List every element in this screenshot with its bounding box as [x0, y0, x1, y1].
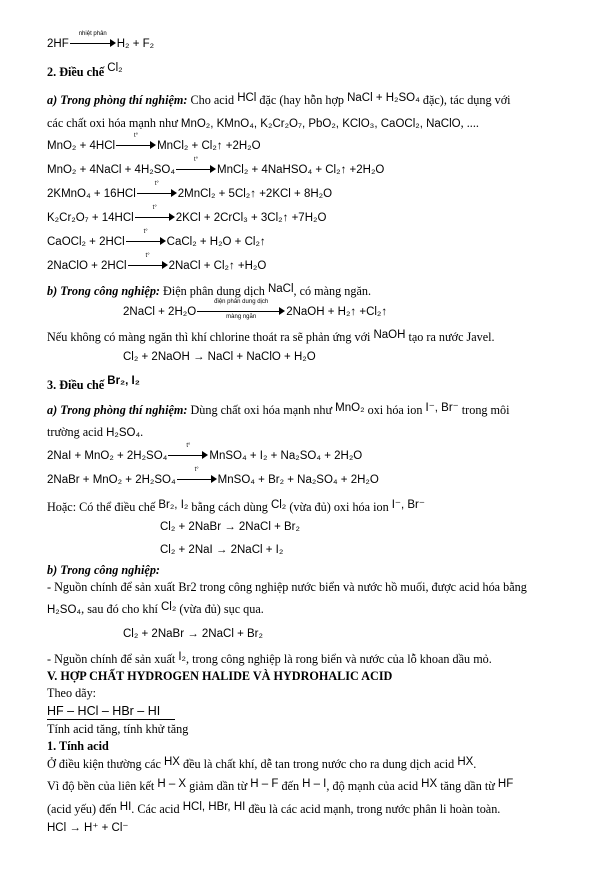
formula: HF [497, 778, 514, 790]
divider [47, 719, 175, 720]
formula: Br₂, I₂ [158, 499, 189, 511]
text: (vừa đủ) oxi hóa ion [286, 500, 389, 514]
paragraph-bromine-source: - Nguồn chính để sản xuất Br2 trong công nghiệp nước biển và nước hồ muối, được acid hóa bằng [47, 580, 527, 594]
arrow-icon [137, 181, 177, 198]
text: trường acid [47, 425, 104, 439]
text: đặc (hay hỗn hợp [256, 93, 345, 107]
text: Nếu không có màng ngăn thì khí chlorine thoát ra sẽ phản ứng với [47, 330, 371, 344]
condition: t° [193, 157, 199, 163]
formula-list: MnO₂, KMnO₄, K₂Cr₂O₇, PbO₂, KClO₃, CaOCl₂, NaClO [180, 118, 461, 130]
formula: NaCl [267, 283, 294, 295]
condition: t° [145, 253, 150, 259]
formula: H – X [157, 778, 187, 790]
products: 2MnCl₂ + 5Cl₂↑ +2KCl + 8H₂O [177, 188, 333, 200]
formula: I⁻, Br⁻ [391, 499, 425, 511]
subheading-tinh-acid: 1. Tính acid [47, 739, 109, 753]
paragraph-alternative [47, 500, 425, 516]
text: . Các acid [131, 802, 180, 816]
condition-below: màng ngăn [226, 314, 257, 320]
text: oxi hóa ion [364, 403, 423, 417]
arrow-icon [116, 133, 156, 150]
text: đến [278, 779, 300, 793]
reactants: 2NaClO + 2HCl [47, 260, 127, 272]
heading-formula: Cl₂ [107, 62, 123, 74]
text: giảm dần từ [186, 779, 248, 793]
products: CaCl₂ + H₂O + Cl₂↑ [166, 236, 266, 248]
formula: Cl₂ [270, 499, 287, 511]
arrow-icon [177, 467, 217, 484]
label-theo-day: Theo dãy: [47, 686, 97, 700]
text: . [140, 425, 144, 439]
text: , độ mạnh của acid [326, 779, 419, 793]
formula: H – F [250, 778, 279, 790]
condition: t° [194, 467, 199, 473]
formula: H₂SO₄ [47, 604, 82, 616]
condition: t° [154, 181, 159, 187]
reactants: 2NaI + MnO₂ + 2H₂SO₄ [47, 450, 168, 462]
paragraph-lab-br2 [47, 403, 510, 419]
reaction-8 [47, 467, 379, 488]
reactants: K₂Cr₂O₇ + 14HCl [47, 212, 134, 224]
condition: điện phân dung dịch [214, 299, 269, 305]
text: , có màng ngăn. [293, 284, 372, 298]
reaction-4 [47, 205, 327, 226]
text: (vừa đủ) sục qua. [176, 602, 264, 616]
reaction-5 [47, 229, 266, 250]
products: 2KCl + 2CrCl₃ + 3Cl₂↑ +7H₂O [175, 212, 327, 224]
products: 2NaCl + Cl₂↑ +H₂O [168, 260, 267, 272]
paragraph-lab-cl2 [47, 93, 511, 109]
reaction-2 [47, 157, 385, 178]
paragraph-bromine-process [47, 602, 264, 618]
reaction-cl2-nai: Cl₂ + 2NaI → 2NaCl + I₂ [160, 544, 284, 556]
formula: NaCl + H₂SO₄ [347, 92, 420, 104]
products: MnSO₄ + I₂ + Na₂SO₄ + 2H₂O [209, 450, 363, 462]
formula-list: HCl, HBr, HI [182, 801, 246, 813]
formula: HX [421, 778, 438, 790]
text: Điện phân dung dịch [159, 284, 265, 298]
reaction-hcl-dissociation: HCl → H⁺ + Cl⁻ [47, 822, 129, 834]
reaction-7 [47, 443, 363, 464]
text: trong môi [458, 403, 510, 417]
reaction-3 [47, 181, 333, 202]
heading-dieu-che-cl2 [47, 62, 123, 81]
subheading: a) Trong phòng thí nghiệm: [47, 93, 188, 107]
condition: t° [143, 229, 148, 235]
heading-text: 2. Điều chế [47, 65, 105, 79]
arrow-icon [126, 229, 166, 246]
condition: nhiệt phân [78, 31, 107, 37]
condition: t° [134, 133, 139, 139]
formula: H₂SO₄ [106, 427, 141, 439]
text: bằng cách dùng [188, 500, 268, 514]
reaction-1 [47, 133, 261, 154]
text: Cho acid [187, 93, 235, 107]
heading-dieu-che-br2-i2 [47, 375, 140, 394]
reactants: MnO₂ + 4HCl [47, 140, 116, 152]
reaction-javel: Cl₂ + 2NaOH → NaCl + NaClO + H₂O [123, 351, 316, 363]
paragraph-oxidants [47, 116, 479, 132]
products: 2NaOH + H₂↑ +Cl₂↑ [286, 306, 388, 318]
text: Dùng chất oxi hóa mạnh như [187, 403, 333, 417]
paragraph-strong-acids [47, 802, 500, 818]
reaction-hf-decomposition [47, 31, 155, 52]
text: đều là các acid mạnh, trong nước phân li hoàn toàn. [245, 802, 501, 816]
arrow-icon [128, 253, 168, 270]
reaction-6 [47, 253, 267, 274]
reactant: 2HF [47, 38, 69, 50]
reaction-electrolysis [123, 299, 388, 320]
formula: H – I [302, 778, 327, 790]
halide-series: HF – HCl – HBr – HI [47, 704, 161, 718]
paragraph-iodine-source [47, 652, 492, 668]
formula: MnO₂ [335, 402, 365, 414]
reaction-cl2-nabr: Cl₂ + 2NaBr → 2NaCl + Br₂ [160, 521, 300, 533]
reactants: 2NaBr + MnO₂ + 2H₂SO₄ [47, 474, 176, 486]
text: , .... [460, 116, 479, 130]
text: . [473, 757, 477, 771]
text: Hoặc: Có thể điều chế [47, 500, 156, 514]
subheading: a) Trong phòng thí nghiệm: [47, 403, 188, 417]
product: H₂ + F₂ [116, 38, 155, 50]
text: tạo ra nước Javel. [405, 330, 495, 344]
heading-text: 3. Điều chế [47, 378, 105, 392]
reactants: CaOCl₂ + 2HCl [47, 236, 125, 248]
text: tăng dần từ [437, 779, 495, 793]
products: MnCl₂ + 4NaHSO₄ + Cl₂↑ +2H₂O [217, 164, 385, 176]
text: Vì độ bền của liên kết [47, 779, 155, 793]
reactants: 2NaCl + 2H₂O [123, 306, 197, 318]
paragraph-hx-gases [47, 757, 476, 773]
arrow-icon [70, 31, 116, 48]
text: các chất oxi hóa mạnh như [47, 116, 178, 130]
arrow-icon [197, 299, 285, 320]
formula: I₂ [178, 651, 186, 663]
formula: HX [457, 756, 474, 768]
text: đều là chất khí, dễ tan trong nước cho ra dung dịch acid [179, 757, 455, 771]
formula: HCl [237, 92, 257, 104]
text: (acid yếu) đến [47, 802, 117, 816]
paragraph-bond-strength [47, 779, 513, 795]
subheading: b) Trong công nghiệp: [47, 284, 160, 298]
text: đặc), tác dụng với [419, 93, 511, 107]
condition: t° [152, 205, 157, 211]
paragraph-industry-cl2 [47, 284, 371, 300]
reaction-industry-br2: Cl₂ + 2NaBr → 2NaCl + Br₂ [123, 628, 263, 640]
formula: HI [119, 801, 132, 813]
text: - Nguồn chính để sản xuất [47, 652, 176, 666]
products: MnCl₂ + Cl₂↑ +2H₂O [157, 140, 261, 152]
trend-text: Tính acid tăng, tính khử tăng [47, 722, 189, 736]
paragraph-acid-medium [47, 425, 143, 441]
formula: NaOH [373, 329, 406, 341]
reactants: 2KMnO₄ + 16HCl [47, 188, 136, 200]
arrow-icon [135, 205, 175, 222]
formula: HX [163, 756, 180, 768]
section-heading-v: V. HỢP CHẤT HYDROGEN HALIDE VÀ HYDROHALIC ACID [47, 669, 393, 683]
subheading-industry-br2: b) Trong công nghiệp: [47, 563, 160, 577]
condition: t° [186, 443, 191, 449]
reactants: MnO₂ + 4NaCl + 4H₂SO₄ [47, 164, 176, 176]
formula: Cl₂ [160, 601, 177, 613]
arrow-icon [168, 443, 208, 460]
text: , trong công nghiệp là rong biển và nước của lỗ khoan dầu mỏ. [186, 652, 492, 666]
formula: I⁻, Br⁻ [425, 402, 459, 414]
text: Ở điều kiện thường các [47, 757, 161, 771]
text: , sau đó cho khí [81, 602, 158, 616]
products: MnSO₄ + Br₂ + Na₂SO₄ + 2H₂O [217, 474, 379, 486]
paragraph-javel [47, 330, 495, 346]
heading-formula: Br₂, I₂ [107, 375, 140, 387]
arrow-icon [176, 157, 216, 174]
